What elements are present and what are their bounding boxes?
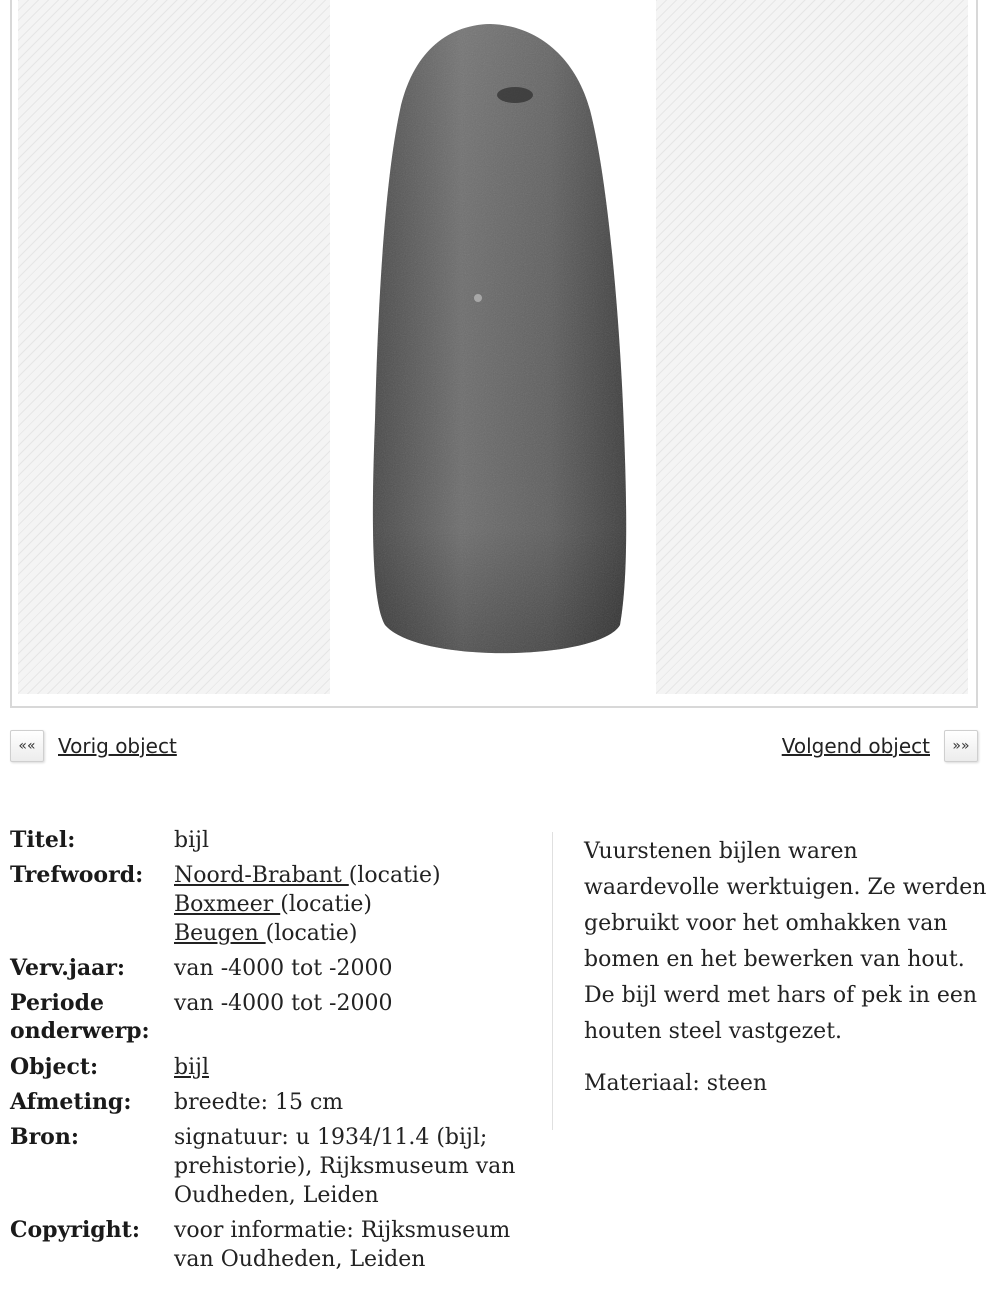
meta-row-titel xyxy=(10,826,540,855)
titel-label: Titel: xyxy=(10,827,76,853)
trefwoord-link-beugen[interactable]: Beugen xyxy=(174,921,266,946)
trefwoord-item xyxy=(174,890,441,919)
next-arrow-icon[interactable]: »» xyxy=(944,730,978,762)
afmeting-label: Afmeting: xyxy=(10,1089,132,1115)
vervjaar-label: Verv.jaar: xyxy=(10,955,126,981)
trefwoord-type: (locatie) xyxy=(280,892,373,917)
meta-row-periode xyxy=(10,989,540,1045)
viewer-background-left xyxy=(18,0,330,694)
periode-value: van -4000 tot -2000 xyxy=(174,991,393,1016)
object-link[interactable]: bijl xyxy=(174,1055,209,1080)
image-viewer xyxy=(10,0,978,708)
trefwoord-item xyxy=(174,919,441,948)
periode-label: Periode onderwerp: xyxy=(10,990,150,1044)
viewer-background-right xyxy=(656,0,968,694)
trefwoord-type: (locatie) xyxy=(348,863,441,888)
bron-label: Bron: xyxy=(10,1124,79,1150)
bron-value: signatuur: u 1934/11.4 (bijl; prehistorie), Rijksmuseum van Oudheden, Leiden xyxy=(174,1125,516,1208)
next-object-link[interactable]: Volgend object xyxy=(781,734,930,758)
meta-row-vervjaar xyxy=(10,954,540,983)
object-label: Object: xyxy=(10,1054,99,1080)
trefwoord-value xyxy=(174,861,441,948)
material-text: Materiaal: steen xyxy=(584,1071,768,1096)
column-divider xyxy=(552,832,553,1130)
description-text: Vuurstenen bijlen waren waardevolle werktuigen. Ze werden gebruikt voor het omhakken van bomen en het bewerken van hout. De bijl werd met hars of pek in een houten steel vastgezet. xyxy=(584,839,987,1044)
trefwoord-item xyxy=(174,861,441,890)
meta-row-trefwoord xyxy=(10,861,540,948)
copyright-value: voor informatie: Rijksmuseum van Oudheden, Leiden xyxy=(174,1218,511,1272)
copyright-label: Copyright: xyxy=(10,1217,140,1243)
trefwoord-type: (locatie) xyxy=(265,921,358,946)
object-description xyxy=(584,834,1000,1102)
meta-row-bron xyxy=(10,1123,540,1210)
vervjaar-value: van -4000 tot -2000 xyxy=(174,956,393,981)
meta-row-afmeting xyxy=(10,1088,540,1117)
next-object-nav xyxy=(782,728,978,764)
meta-row-copyright xyxy=(10,1216,540,1274)
axe-image xyxy=(330,0,656,694)
trefwoord-link-noord-brabant[interactable]: Noord-Brabant xyxy=(174,863,349,888)
prev-arrow-icon[interactable]: «« xyxy=(10,730,44,762)
afmeting-value: breedte: 15 cm xyxy=(174,1090,344,1115)
titel-value: bijl xyxy=(174,828,209,853)
object-value xyxy=(174,1053,209,1082)
trefwoord-label: Trefwoord: xyxy=(10,862,144,888)
prev-object-nav xyxy=(10,728,177,764)
object-metadata xyxy=(10,826,540,1274)
prev-object-link[interactable]: Vorig object xyxy=(58,734,177,758)
trefwoord-link-boxmeer[interactable]: Boxmeer xyxy=(174,892,281,917)
object-photo xyxy=(330,0,656,694)
meta-row-object xyxy=(10,1053,540,1082)
